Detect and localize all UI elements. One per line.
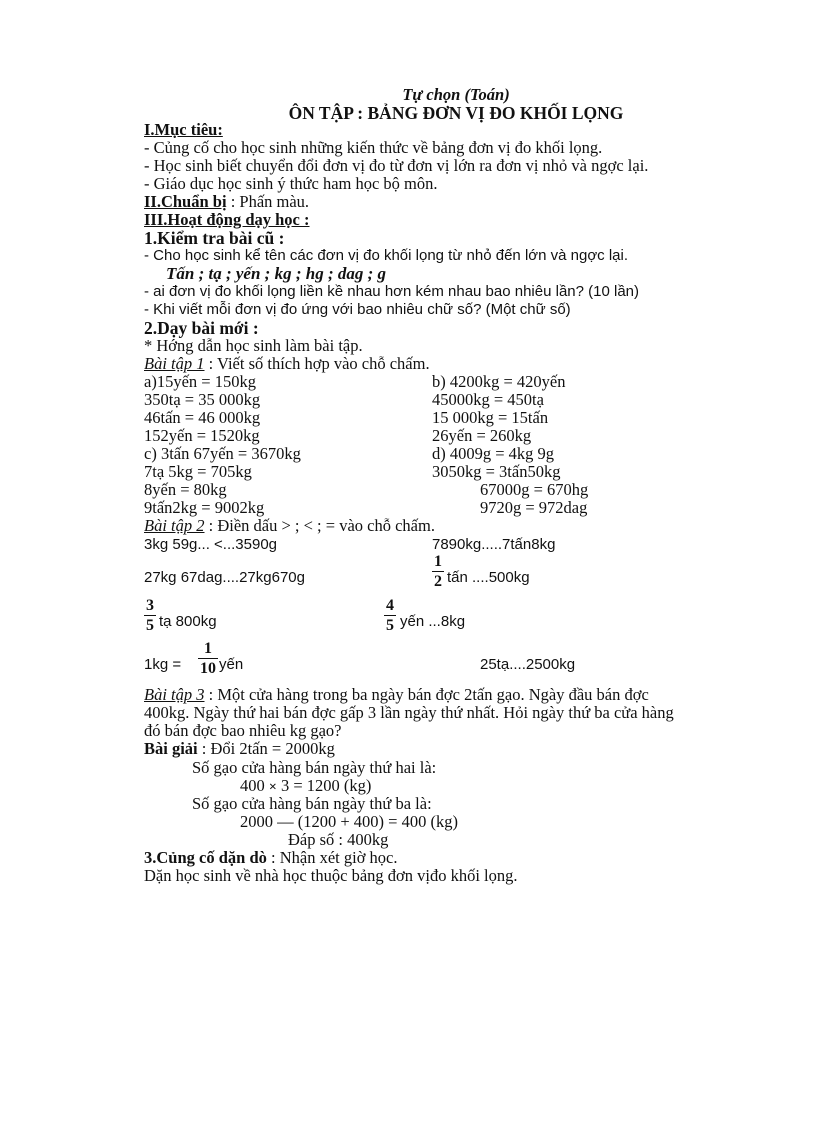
- cung-co-line: [144, 849, 398, 867]
- compare-item: yến: [219, 656, 244, 673]
- fraction-numerator: 1: [434, 553, 442, 570]
- fraction-one-tenth: [198, 641, 218, 677]
- bai-tap-3-line: 400kg. Ngày thứ hai bán đợc gấp 3 lần ngày thứ nhất. Hỏi ngày thứ ba cửa hàng: [144, 703, 674, 722]
- bai-tap-1-left-item: 46tấn = 46 000kg: [144, 408, 261, 427]
- bai-giai-label: Bài giải: [144, 739, 198, 758]
- bai-tap-1-right-item: 9720g = 972dag: [480, 498, 588, 517]
- bai-tap-3-text: : Một cửa hàng trong ba ngày bán đợc 2tấn gạo. Ngày đầu bán đợc: [204, 685, 649, 704]
- bai-tap-1-line: [144, 355, 430, 373]
- solution-line: Số gạo cửa hàng bán ngày thứ ba là:: [192, 794, 432, 813]
- bai-tap-1-left-item: 9tấn2kg = 9002kg: [144, 498, 265, 517]
- page-title: ÔN TẬP : BẢNG ĐƠN VỊ ĐO KHỐI LỌNG: [288, 103, 624, 123]
- kiem-tra-line: - ai đơn vị đo khối lọng liền kề nhau hơn kém nhau bao nhiêu lần? (10 lần): [144, 283, 639, 300]
- calc-operand: 400: [240, 776, 265, 795]
- fraction-numerator: 1: [204, 640, 212, 657]
- muc-tieu-item: - Củng cố cho học sinh những kiến thức về bảng đơn vị đo khối lọng.: [144, 138, 603, 157]
- bai-tap-1-instruction: : Viết số thích hợp vào chỗ chấm.: [204, 354, 430, 373]
- bai-tap-1-left-item: 350tạ = 35 000kg: [144, 390, 261, 409]
- bai-tap-1-right-item: 15 000kg = 15tấn: [432, 408, 549, 427]
- compare-item: 25tạ....2500kg: [480, 656, 576, 673]
- multiply-icon: ×: [268, 780, 277, 795]
- bai-tap-2-instruction: : Điền dấu > ; < ; = vào chỗ chấm.: [204, 516, 435, 535]
- chuan-bi-text: : Phấn màu.: [226, 192, 310, 211]
- cung-co-text: : Nhận xét giờ học.: [266, 848, 398, 867]
- muc-tieu-item: - Học sinh biết chuyển đổi đơn vị đo từ đơn vị lớn ra đơn vị nhỏ và ngợc lại.: [144, 156, 649, 175]
- compare-item: 1kg =: [144, 656, 182, 673]
- compare-item: tấn ....500kg: [447, 569, 530, 586]
- bai-giai-first: : Đổi 2tấn = 2000kg: [197, 739, 335, 758]
- fraction-denominator: 2: [434, 573, 442, 590]
- fraction-numerator: 3: [146, 597, 154, 614]
- bai-tap-1-right-item: d) 4009g = 4kg 9g: [432, 444, 555, 463]
- bai-tap-1-right-item: 67000g = 670hg: [480, 480, 589, 499]
- compare-item: yến ...8kg: [400, 613, 466, 630]
- bai-giai-line: [144, 740, 335, 758]
- bai-tap-1-left-item: 152yến = 1520kg: [144, 426, 260, 445]
- fraction-bar: [144, 615, 156, 616]
- kiem-tra-line: - Khi viết mỗi đơn vị đo ứng với bao nhiêu chữ số? (Một chữ số): [144, 301, 571, 318]
- day-bai-moi-heading: 2.Dạy bài mới :: [144, 318, 259, 338]
- chuan-bi-line: [144, 193, 309, 211]
- bai-tap-2-label: Bài tập 2: [144, 516, 205, 535]
- bai-tap-3-line: [144, 686, 649, 704]
- day-bai-moi-intro: * Hớng dẫn học sinh làm bài tập.: [144, 336, 363, 355]
- fraction-bar: [432, 571, 444, 572]
- cung-co-heading: 3.Củng cố dặn dò: [144, 848, 267, 867]
- section-chuan-bi-heading: II.Chuẩn bị: [144, 192, 227, 211]
- fraction-denominator: 10: [200, 660, 216, 677]
- compare-item: 7890kg.....7tấn8kg: [432, 536, 556, 553]
- kiem-tra-line: - Cho học sinh kể tên các đơn vị đo khối lọng từ nhỏ đến lớn và ngợc lại.: [144, 247, 628, 264]
- fraction-bar: [198, 658, 218, 659]
- calc-result: 3 = 1200 (kg): [280, 776, 372, 795]
- compare-item: 27kg 67dag....27kg670g: [144, 569, 305, 586]
- fraction-numerator: 4: [386, 597, 394, 614]
- solution-calc: 2000 — (1200 + 400) = 400 (kg): [240, 812, 458, 831]
- bai-tap-1-left-item: 8yến = 80kg: [144, 480, 227, 499]
- section-hoat-dong-heading: III.Hoạt động dạy học :: [144, 210, 310, 229]
- unit-list: Tấn ; tạ ; yến ; kg ; hg ; dag ; g: [166, 264, 387, 283]
- solution-line: Số gạo cửa hàng bán ngày thứ hai là:: [192, 758, 437, 777]
- kiem-tra-heading: 1.Kiểm tra bài cũ :: [144, 228, 285, 248]
- fraction-bar: [384, 615, 396, 616]
- muc-tieu-item: - Giáo dục học sinh ý thức ham học bộ môn.: [144, 174, 438, 193]
- bai-tap-1-left-item: c) 3tấn 67yến = 3670kg: [144, 444, 301, 463]
- bai-tap-1-left-item: a)15yến = 150kg: [144, 372, 256, 391]
- compare-item: 3kg 59g... <...3590g: [144, 536, 278, 553]
- fraction-denominator: 5: [146, 617, 154, 634]
- fraction-four-fifths: [384, 598, 396, 634]
- fraction-three-fifths: [144, 598, 156, 634]
- bai-tap-1-right-item: b) 4200kg = 420yến: [432, 372, 566, 391]
- solution-answer: Đáp số : 400kg: [288, 830, 389, 849]
- bai-tap-1-right-item: 45000kg = 450tạ: [432, 390, 544, 409]
- bai-tap-3-line: đó bán đợc bao nhiêu kg gạo?: [144, 721, 342, 740]
- bai-tap-1-right-item: 26yến = 260kg: [432, 426, 532, 445]
- bai-tap-2-line: [144, 517, 435, 535]
- fraction-one-half: [432, 554, 444, 590]
- bai-tap-1-label: Bài tập 1: [144, 354, 205, 373]
- section-muc-tieu-heading: I.Mục tiêu:: [144, 120, 223, 139]
- bai-tap-3-label: Bài tập 3: [144, 685, 205, 704]
- fraction-denominator: 5: [386, 617, 394, 634]
- page-subtitle: Tự chọn (Toán): [402, 85, 510, 104]
- bai-tap-1-right-item: 3050kg = 3tấn50kg: [432, 462, 561, 481]
- bai-tap-1-left-item: 7tạ 5kg = 705kg: [144, 462, 252, 481]
- compare-item: tạ 800kg: [159, 613, 217, 630]
- cung-co-final: Dặn học sinh về nhà học thuộc bảng đơn vịđo khối lọng.: [144, 866, 518, 885]
